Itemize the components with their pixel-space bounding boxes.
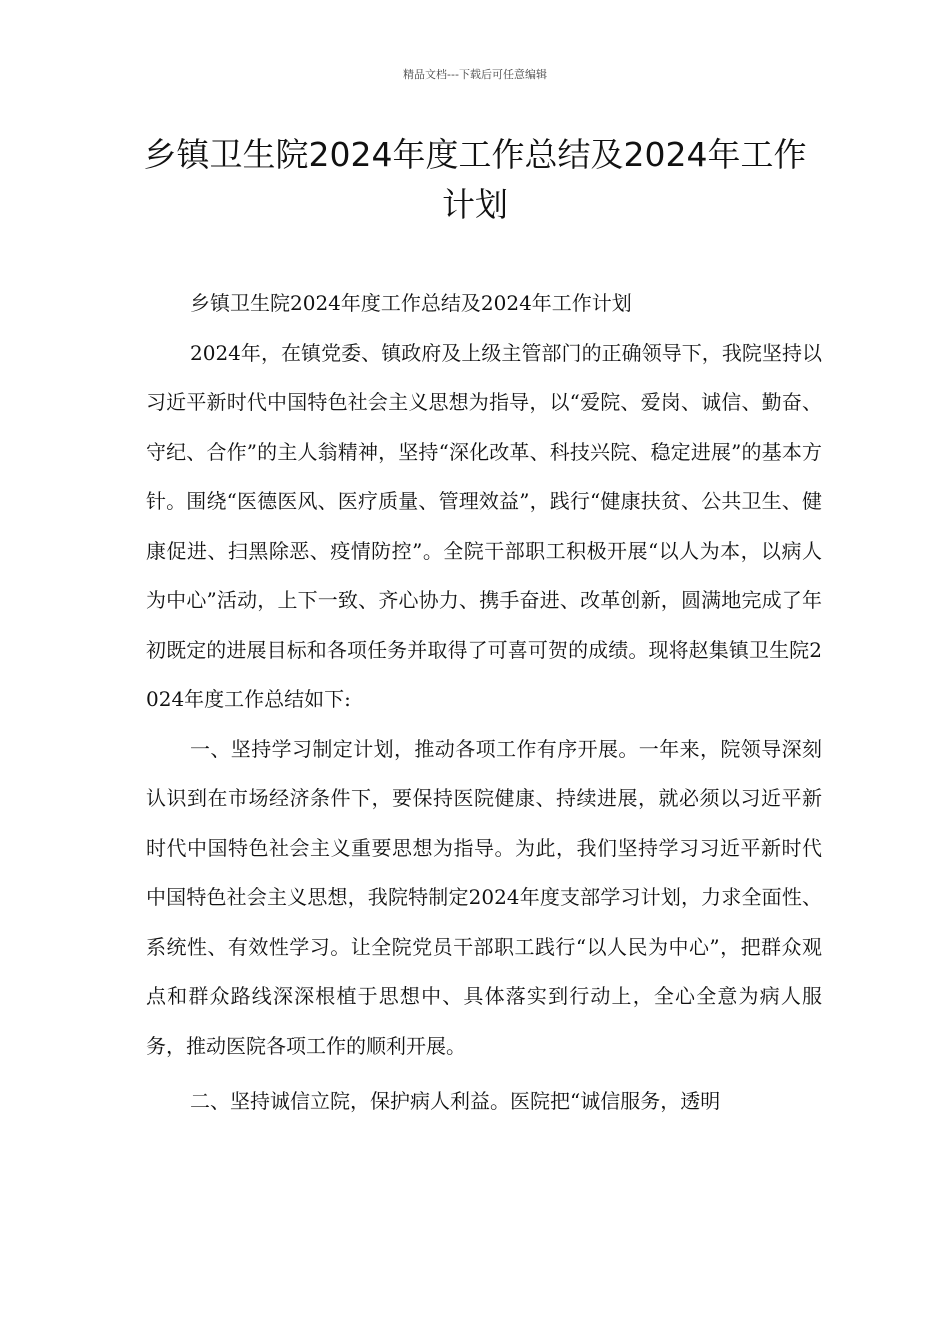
paragraph-section-1: 一、坚持学习制定计划，推动各项工作有序开展。一年来，院领导深刻认识到在市场经济条件下，要保持医院健康、持续进展，就必须以习近平新时代中国特色社会主义重要思想为指导。为此，我们坚持学习习近平新时代中国特色社会主义思想，我院特制定2024年度支部学习计划，力求全面性、系统性、有效性学习。让全院党员干部职工践行“以人民为中心”，把群众观点和群众路线深深根植于思想中、具体落实到行动上，全心全意为病人服务，推动医院各项工作的顺利开展。 bbox=[146, 736, 822, 1058]
document-body bbox=[146, 279, 822, 1127]
header-note: 精品文档---下载后可任意编辑 bbox=[403, 68, 547, 81]
document-title: 乡镇卫生院2024年度工作总结及2024年工作计划 bbox=[143, 135, 807, 224]
paragraph-section-2: 二、坚持诚信立院，保护病人利益。医院把“诚信服务，透明 bbox=[190, 1089, 721, 1113]
paragraph-intro: 2024年，在镇党委、镇政府及上级主管部门的正确领导下，我院坚持以习近平新时代中国特色社会主义思想为指导，以“爱院、爱岗、诚信、勤奋、守纪、合作”的主人翁精神，坚持“深化改革、科技兴院、稳定进展”的基本方针。围绕“医德医风、医疗质量、管理效益”，践行“健康扶贫、公共卫生、健康促进、扫黑除恶、疫情防控”。全院干部职工积极开展“以人为本，以病人为中心”活动，上下一致、齐心协力、携手奋进、改革创新，圆满地完成了年初既定的进展目标和各项任务并取得了可喜可贺的成绩。现将赵集镇卫生院2024年度工作总结如下: bbox=[146, 340, 822, 711]
paragraph-subtitle: 乡镇卫生院2024年度工作总结及2024年工作计划 bbox=[190, 291, 632, 315]
